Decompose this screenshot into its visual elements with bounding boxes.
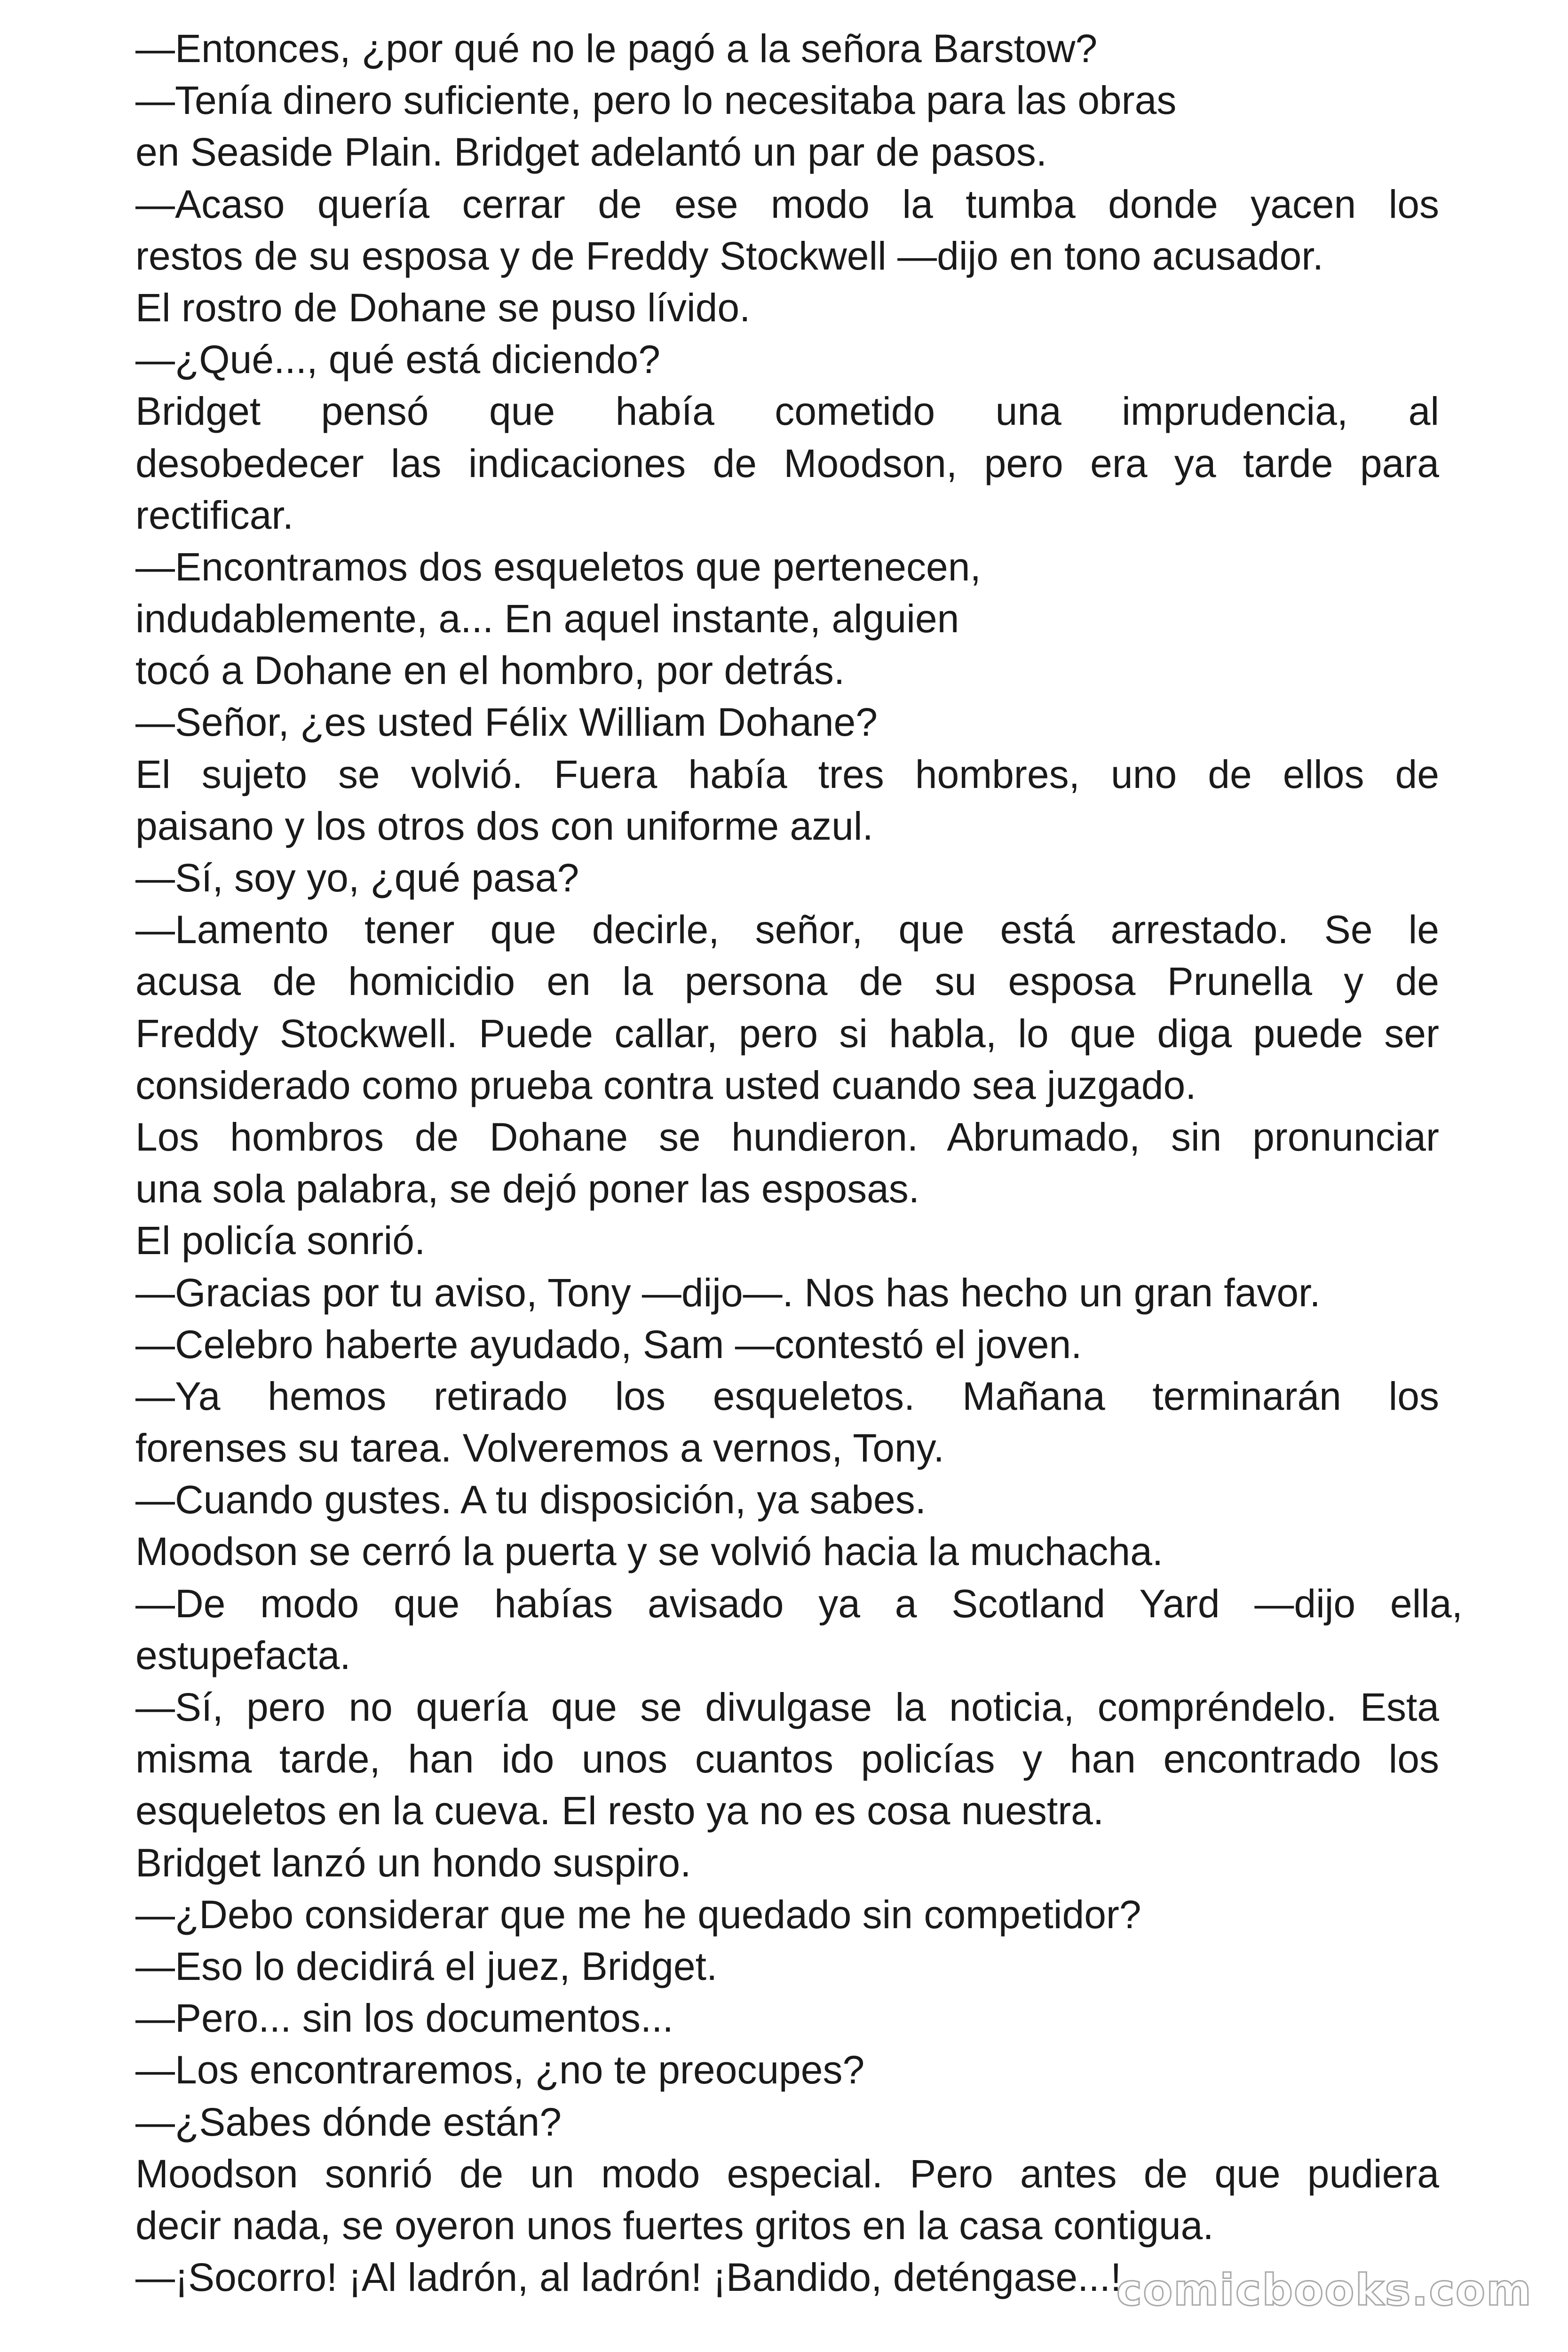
- text-line: —¡Socorro! ¡Al ladrón, al ladrón! ¡Bandido, deténgase...!: [135, 2255, 1122, 2300]
- text-line: Moodson sonrió de un modo especial. Pero antes de que pudiera: [135, 2151, 1439, 2196]
- text-line: —¿Qué..., qué está diciendo?: [135, 337, 660, 382]
- text-line: —Celebro haberte ayudado, Sam —contestó el joven.: [135, 1322, 1082, 1367]
- watermark: comicbooks.com: [1116, 2265, 1532, 2315]
- text-line: una sola palabra, se dejó poner las esposas.: [135, 1167, 920, 1211]
- text-line: —Señor, ¿es usted Félix William Dohane?: [135, 700, 878, 745]
- text-line: indudablemente, a... En aquel instante, alguien: [135, 596, 959, 641]
- text-line: —Lamento tener que decirle, señor, que está arrestado. Se le: [135, 907, 1439, 952]
- text-line: —De modo que habías avisado ya a Scotland Yard —dijo ella,: [135, 1581, 1463, 1626]
- text-line: misma tarde, han ido unos cuantos policías y han encontrado los: [135, 1737, 1439, 1781]
- text-line: —Entonces, ¿por qué no le pagó a la señora Barstow?: [135, 26, 1098, 71]
- text-line: paisano y los otros dos con uniforme azul.: [135, 803, 873, 848]
- text-line: tocó a Dohane en el hombro, por detrás.: [135, 648, 845, 693]
- text-line: Bridget pensó que había cometido una imprudencia, al: [135, 389, 1439, 434]
- text-line: El sujeto se volvió. Fuera había tres hombres, uno de ellos de: [135, 752, 1439, 796]
- text-line: en Seaside Plain. Bridget adelantó un par de pasos.: [135, 130, 1047, 175]
- text-line: El policía sonrió.: [135, 1218, 426, 1263]
- text-line: esqueletos en la cueva. El resto ya no es cosa nuestra.: [135, 1788, 1104, 1833]
- text-line: restos de su esposa y de Freddy Stockwell —dijo en tono acusador.: [135, 233, 1324, 278]
- text-line: acusa de homicidio en la persona de su esposa Prunella y de: [135, 959, 1439, 1004]
- text-line: estupefacta.: [135, 1633, 351, 1677]
- text-line: desobedecer las indicaciones de Moodson, pero era ya tarde para: [135, 441, 1439, 485]
- text-line: Los hombros de Dohane se hundieron. Abrumado, sin pronunciar: [135, 1114, 1439, 1159]
- text-line: Moodson se cerró la puerta y se volvió hacia la muchacha.: [135, 1529, 1164, 1574]
- text-line: —Sí, pero no quería que se divulgase la noticia, compréndelo. Esta: [135, 1685, 1439, 1729]
- text-line: —¿Sabes dónde están?: [135, 2099, 562, 2144]
- text-line: —Tenía dinero suficiente, pero lo necesitaba para las obras: [135, 78, 1177, 123]
- text-line: Bridget lanzó un hondo suspiro.: [135, 1840, 691, 1885]
- text-line: considerado como prueba contra usted cuando sea juzgado.: [135, 1063, 1196, 1107]
- text-line: —Los encontraremos, ¿no te preocupes?: [135, 2048, 865, 2092]
- text-line: decir nada, se oyeron unos fuertes gritos en la casa contigua.: [135, 2203, 1214, 2248]
- text-line: rectificar.: [135, 493, 294, 537]
- text-line: —Cuando gustes. A tu disposición, ya sabes.: [135, 1478, 927, 1522]
- text-line: —Eso lo decidirá el juez, Bridget.: [135, 1944, 718, 1988]
- text-line: —Ya hemos retirado los esqueletos. Mañana terminarán los: [135, 1374, 1439, 1418]
- text-line: —Encontramos dos esqueletos que pertenecen,: [135, 544, 981, 589]
- text-line: —Pero... sin los documentos...: [135, 1996, 673, 2041]
- text-body: [135, 23, 1463, 2303]
- text-line: —Sí, soy yo, ¿qué pasa?: [135, 856, 579, 900]
- text-line: El rostro de Dohane se puso lívido.: [135, 285, 751, 330]
- text-line: —Acaso quería cerrar de ese modo la tumba donde yacen los: [135, 182, 1439, 226]
- text-line: Freddy Stockwell. Puede callar, pero si habla, lo que diga puede ser: [135, 1011, 1439, 1056]
- text-line: —¿Debo considerar que me he quedado sin competidor?: [135, 1892, 1141, 1937]
- text-line: forenses su tarea. Volveremos a vernos, Tony.: [135, 1426, 944, 1470]
- text-line: —Gracias por tu aviso, Tony —dijo—. Nos has hecho un gran favor.: [135, 1270, 1321, 1315]
